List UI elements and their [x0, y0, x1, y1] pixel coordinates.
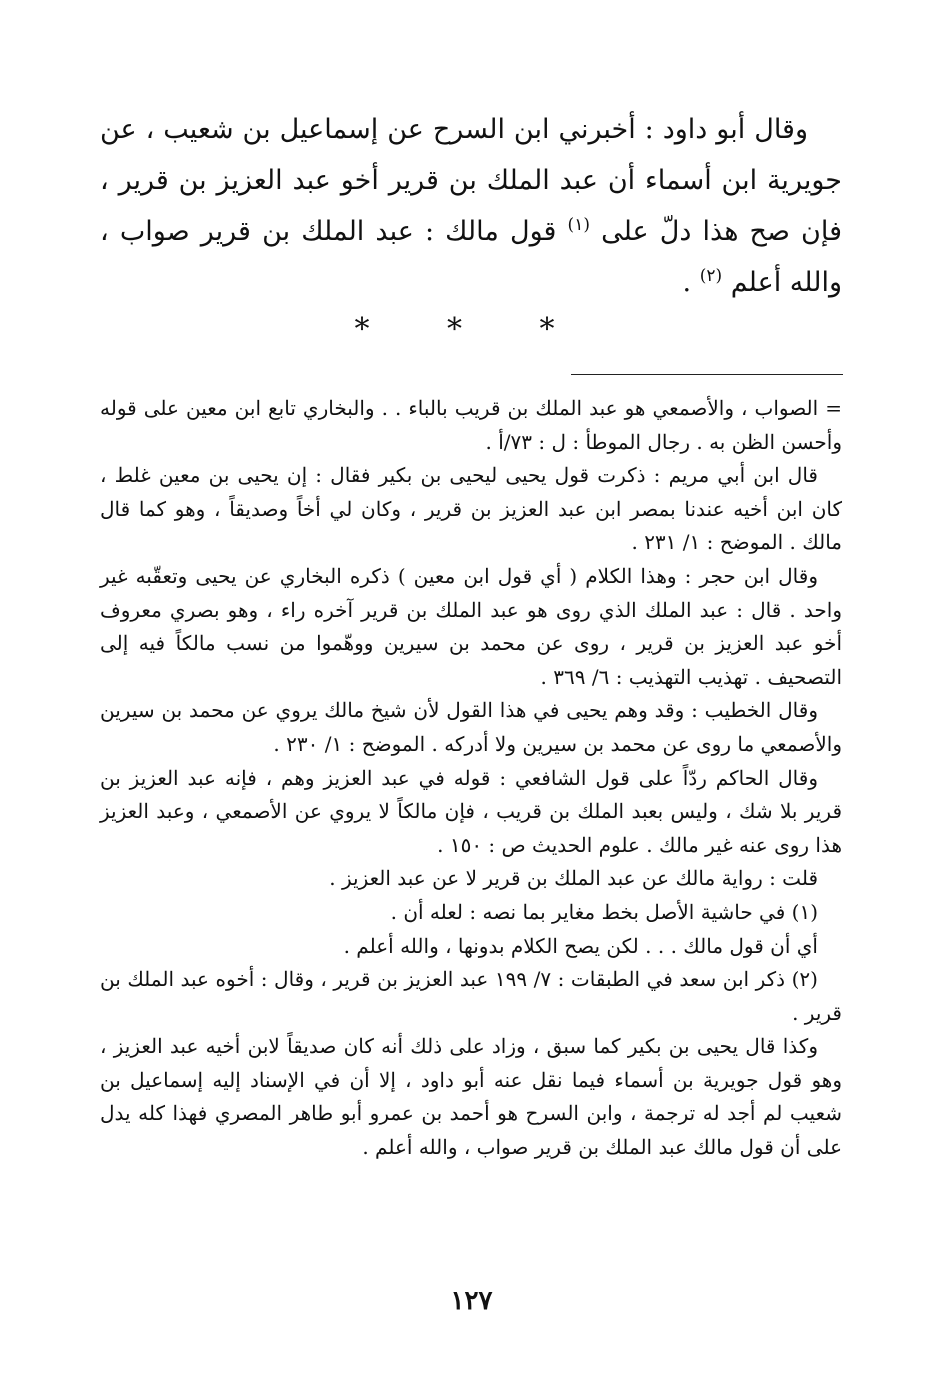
- footnote-rule: [571, 374, 843, 375]
- section-separator: * * *: [354, 312, 589, 347]
- footnote-paragraph: وقال الحاكم ردّاً على قول الشافعي : قوله في عبد العزيز وهم ، فإنه عبد العزيز بن قرير بلا شك ، وليس بعبد الملك بن قريب ، فإن مالكاً لا يروي عن الأصمعي ، وعبد العزيز هذا روى عنه غير مالك . علوم الحديث ص : ١٥٠ .: [100, 765, 842, 857]
- footnote-ref-2[interactable]: (٢): [699, 266, 723, 286]
- footnote-paragraph: وكذا قال يحيى بن بكير كما سبق ، وزاد على ذلك أنه كان صديقاً لابن أخيه عبد العزيز ، وهو قول جويرية بن أسماء فيما نقل عنه أبو داود ، إلا أن في الإسناد إليه إسماعيل بن شعيب لم أجد له ترجمة ، وابن السرح هو أحمد بن عمرو أبو طاهر المصري فهذا كله يدل على أن قول مالك عبد الملك بن قرير صواب ، والله أعلم .: [100, 1034, 842, 1160]
- footnotes: [100, 392, 842, 1165]
- footnote-paragraph: وقال ابن حجر : وهذا الكلام ( أي قول ابن معين ) ذكره البخاري عن يحيى وتعقّبه غير واحد . قال : عبد الملك الذي روى هو عبد الملك بن قرير آخره راء ، وهو بصري معروف أخو عبد العزيز بن قرير ، روى عن محمد بن سيرين ووهّموا من نسب مالكاً فيه إلى التصحيف . تهذيب التهذيب : ٦/ ٣٦٩ .: [100, 563, 842, 689]
- main-paragraph: [100, 104, 842, 308]
- main-text-part-1: وقال أبو داود : أخبرني ابن السرح عن إسماعيل بن شعيب ، عن جويرية ابن أسماء أن عبد الملك بن قرير أخو عبد العزيز بن قرير ، فإن صح هذا دلّ على: [100, 114, 842, 247]
- footnote-paragraph: وقال الخطيب : وقد وهم يحيى في هذا القول لأن شيخ مالك يروي عن محمد بن سيرين والأصمعي ما روى عن محمد بن سيرين ولا أدركه . الموضح : ١/ ٢٣٠ .: [100, 698, 842, 756]
- footnote-2: (٢) ذكر ابن سعد في الطبقات : ٧/ ١٩٩ عبد العزيز بن قرير ، وقال : أخوه عبد الملك بن قرير .: [100, 967, 842, 1025]
- footnote-continuation: = الصواب ، والأصمعي هو عبد الملك بن قريب بالباء . . والبخاري تابع ابن معين على قوله وأحسن الظن به . رجال الموطأ : ل : ٧٣/أ .: [100, 396, 842, 454]
- page-number: ١٢٧: [450, 1286, 493, 1316]
- footnote-paragraph: قلت : رواية مالك عن عبد الملك بن قرير لا عن عبد العزيز .: [329, 866, 818, 891]
- main-text-part-3: .: [682, 267, 700, 298]
- footnote-1: (١) في حاشية الأصل بخط مغاير بما نصه : لعله أن .: [390, 899, 818, 924]
- footnote-ref-1[interactable]: (١): [567, 215, 590, 235]
- footnote-paragraph: أي أن قول مالك . . . لكن يصح الكلام بدونها ، والله أعلم .: [343, 933, 818, 958]
- main-text: [100, 104, 842, 308]
- footnote-paragraph: قال ابن أبي مريم : ذكرت قول يحيى ليحيى بن بكير فقال : إن يحيى بن معين غلط ، كان ابن أخيه عندنا بمصر ابن عبد العزيز بن قرير ، وكان لي أخاً وصديقاً ، وهو كما قال مالك . الموضح : ١/ ٢٣١ .: [100, 463, 842, 555]
- main-text-part-2: قول مالك : عبد الملك بن قرير صواب ، والله أعلم: [100, 216, 842, 298]
